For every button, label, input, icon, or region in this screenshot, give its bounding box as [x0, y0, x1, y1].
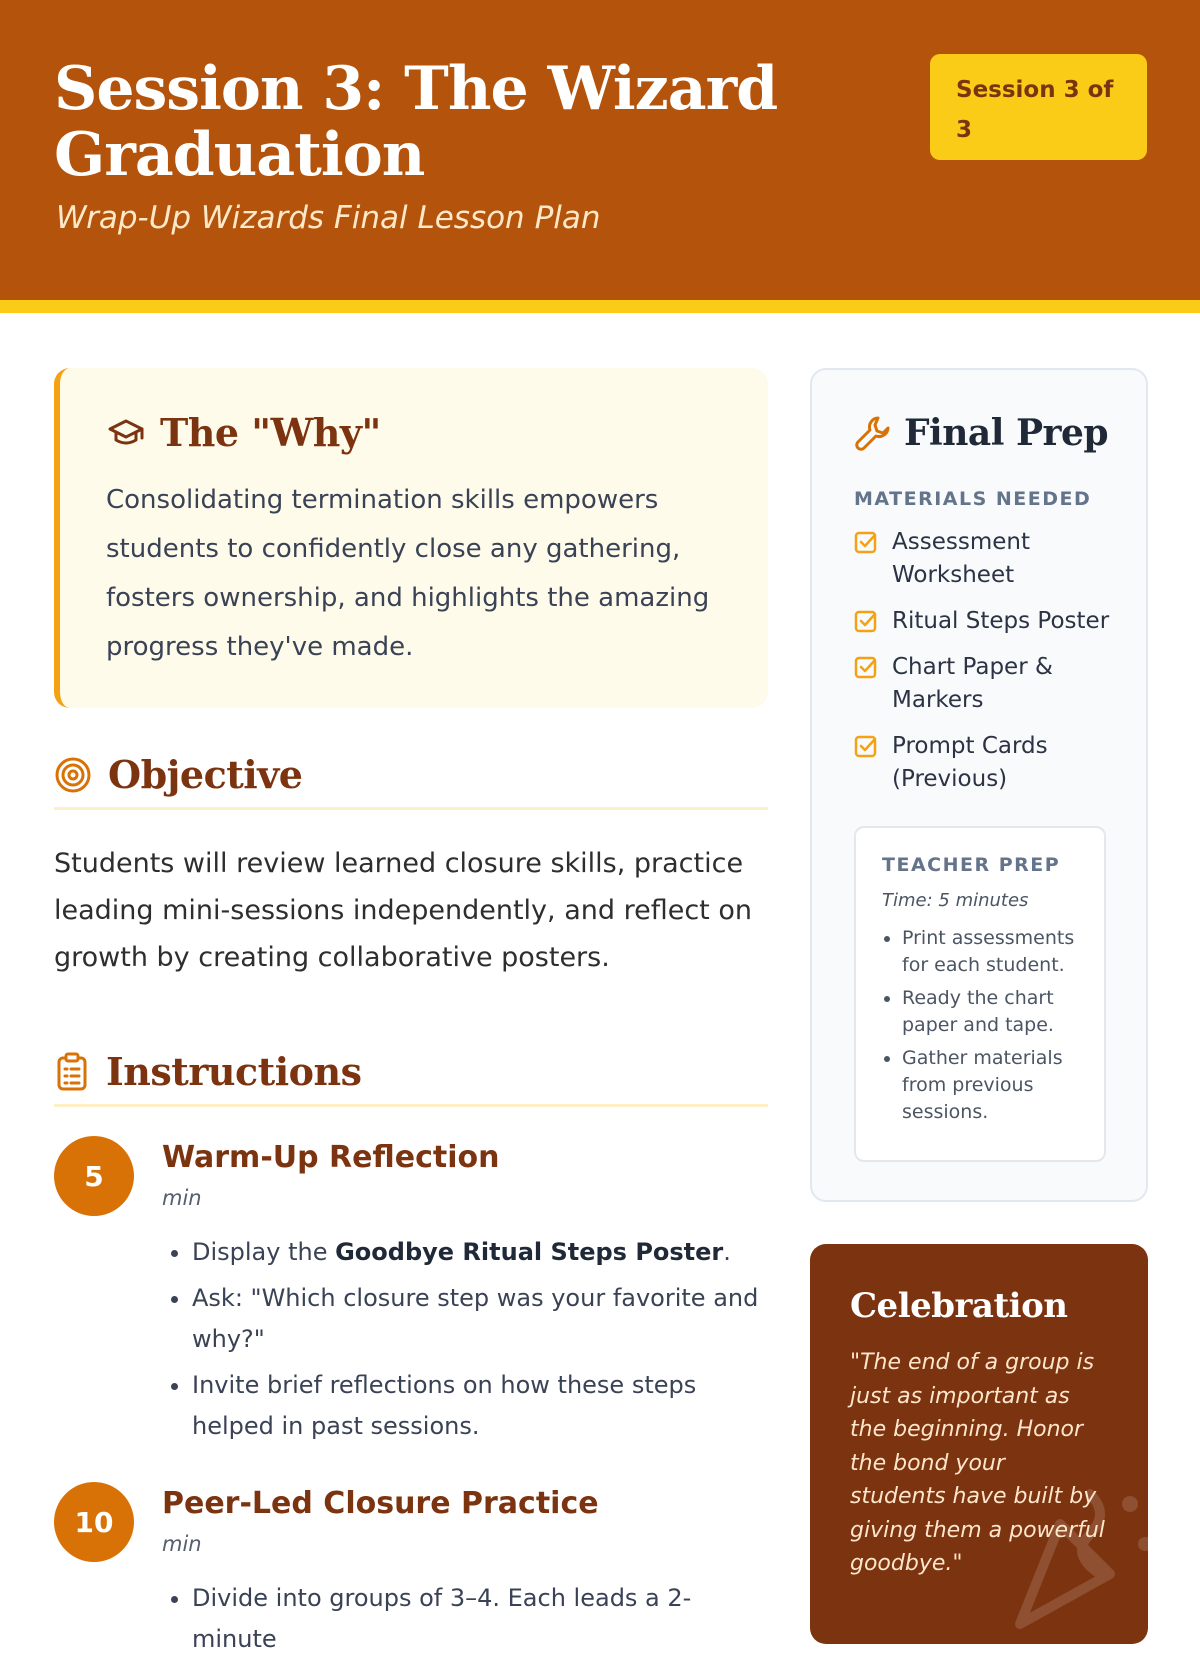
- why-card: [54, 368, 768, 708]
- objective-header: [54, 752, 768, 810]
- header-stripe: [0, 300, 1200, 313]
- step-bullet: • Invite brief reflections on how these steps helped in past sessions.: [192, 1365, 772, 1447]
- step-bullet: • Divide into groups of 3–4. Each leads a 2-minute: [192, 1578, 772, 1660]
- why-heading: The "Why": [160, 410, 381, 455]
- step-minutes-badge: 5: [54, 1136, 134, 1216]
- prep-heading: Final Prep: [904, 412, 1109, 454]
- graduation-cap-icon: [106, 416, 146, 450]
- teacher-prep-item: • Ready the chart paper and tape.: [902, 985, 1078, 1039]
- step-bullets: [192, 1232, 772, 1452]
- step-title: Warm-Up Reflection: [162, 1140, 500, 1175]
- celebration-heading: Celebration: [850, 1286, 1068, 1326]
- step-title: Peer-Led Closure Practice: [162, 1486, 599, 1521]
- checkbox-icon: [854, 655, 878, 679]
- material-item: [854, 605, 1124, 638]
- step-bullet: • Display the Goodbye Ritual Steps Poster.: [192, 1232, 772, 1273]
- target-icon: [54, 756, 92, 794]
- clipboard-list-icon: [54, 1052, 90, 1092]
- teacher-prep-box: [854, 826, 1106, 1162]
- step-unit: min: [162, 1532, 202, 1556]
- material-label: Assessment Worksheet: [892, 529, 1030, 588]
- prep-title-row: [854, 412, 1108, 454]
- why-title-row: [106, 410, 381, 455]
- step-bullet: • Ask: "Which closure step was your favorite and why?": [192, 1278, 772, 1360]
- teacher-prep-item: • Gather materials from previous sessions.: [902, 1045, 1078, 1126]
- materials-list: [854, 526, 1124, 809]
- checkbox-icon: [854, 609, 878, 633]
- objective-heading: Objective: [108, 752, 303, 797]
- material-item: [854, 651, 1124, 717]
- wrench-icon: [854, 414, 892, 452]
- celebration-quote: "The end of a group is just as important as the beginning. Honor the bond your students have built by giving them a powerful goodbye.": [850, 1350, 1105, 1576]
- celebration-card: [810, 1244, 1148, 1644]
- material-label: Prompt Cards (Previous): [892, 733, 1048, 792]
- instructions-heading: Instructions: [106, 1049, 362, 1094]
- checkbox-icon: [854, 530, 878, 554]
- materials-label: MATERIALS NEEDED: [854, 488, 1092, 510]
- teacher-prep-time: Time: 5 minutes: [882, 890, 1029, 911]
- teacher-prep-label: TEACHER PREP: [882, 854, 1061, 876]
- teacher-prep-list: [882, 925, 1078, 1126]
- material-item: [854, 730, 1124, 796]
- page-subtitle: Wrap-Up Wizards Final Lesson Plan: [56, 200, 601, 236]
- material-item: [854, 526, 1124, 592]
- step-unit: min: [162, 1186, 202, 1210]
- material-label: Chart Paper & Markers: [892, 654, 1053, 713]
- instructions-header: [54, 1049, 768, 1107]
- checkbox-icon: [854, 734, 878, 758]
- final-prep-card: [810, 368, 1148, 1202]
- step-bullets: [192, 1578, 772, 1665]
- why-text: Consolidating termination skills empowers students to confidently close any gathering, fosters ownership, and highlights the amazing progress they've made.: [106, 485, 710, 662]
- teacher-prep-item: • Print assessments for each student.: [902, 925, 1078, 979]
- page-title: Session 3: The Wizard Graduation: [54, 54, 778, 190]
- material-label: Ritual Steps Poster: [892, 608, 1110, 634]
- step-minutes-badge: 10: [54, 1482, 134, 1562]
- objective-text: Students will review learned closure skills, practice leading mini-sessions independently, and reflect on growth by creating collaborative posters.: [54, 848, 752, 973]
- session-badge: Session 3 of 3: [930, 54, 1147, 160]
